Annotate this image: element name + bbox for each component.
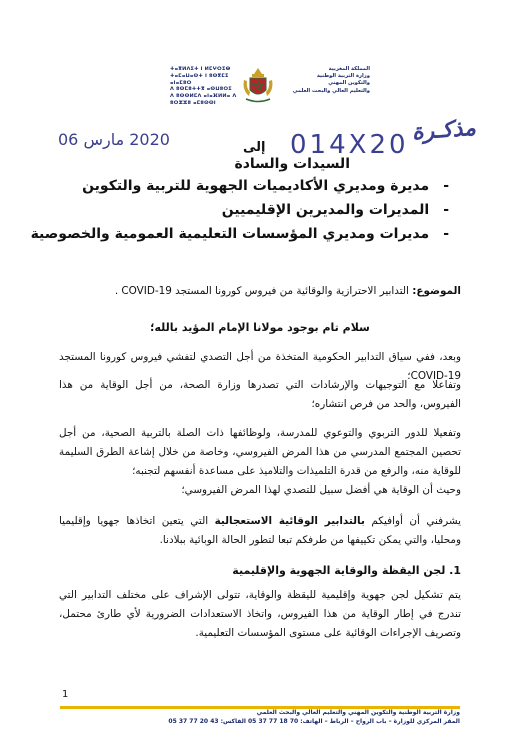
- to-label: إلى: [243, 140, 266, 155]
- header-ar-line: وزارة التربية الوطنية: [316, 73, 370, 80]
- p5-lead: يشرفني أن أوافيكم: [364, 515, 461, 527]
- recipient-text: مديرات ومديري المؤسسات التعليمية العمومية والخصوصية: [30, 226, 430, 242]
- header-tf-line: ⵜⴰⴳⵍⴷⵉⵜ ⵏ ⵍⵎⵖⵔⵉⴱ: [170, 66, 231, 72]
- recipient-text: مديرة ومديري الأكاديميات الجهوية للتربية والتكوين: [82, 178, 430, 194]
- header-tf-line: ⴷ ⵓⵙⵎⵓⵜⵜⴳ ⴰⵙⵡⵓⵔⵉ: [170, 86, 232, 93]
- ministry-header-tifinagh: [170, 66, 240, 107]
- p5-rest: التي يتعين اتخاذها جهويا وإقليميا ومحليا، والتي يمكن تكييفها من طرفكم تبعا لتطور الحالة الوبائية ببلادنا.: [59, 515, 461, 546]
- paragraph: وتفاعلا مع التوجيهات والإرشادات التي تصدرها وزارة الصحة، من أجل الوقاية من هذا الفيروس، والحد من فرص انتشاره؛: [59, 379, 461, 410]
- p5-bold: بالتدابير الوقائية الاستعجالية: [214, 515, 365, 527]
- memo-label: مذكـرة: [411, 115, 477, 146]
- recipient-text: المديرات والمديرين الإقليميين: [221, 202, 430, 218]
- paragraph: وبعد، ففي سياق التدابير الحكومية المتخذة من أجل التصدي لتفشي فيروس كورونا المستجد COVID-19؛: [59, 351, 461, 382]
- subject-text: التدابير الاحترازية والوقائية من فيروس كورونا المستجد COVID-19 .: [114, 285, 413, 297]
- header-tf-line: ⴷ ⵓⵙⵙⵍⵎⴷ ⴰⵏⴰⴼⵍⵍⴰ ⴷ ⵓⵔⵣⵣⵓ ⴰⵎⵓⵙⵙⵏ: [170, 93, 237, 106]
- subject-line: [59, 282, 461, 301]
- paragraph: وتفعيلا للدور التربوي والتوعوي للمدرسة، ولوظائفها ذات الصلة بالتربية الصحية، من أجل تحصين المجتمع المدرسي من هذا المرض الفيروسي، وخاصة من خلال إشاعة الطرق السليمة للوقاية منه، والرفع من قدرة التلميذات والتلاميذ على مساعدة أنفسهم لتجنبه؛: [59, 427, 461, 477]
- paragraph: [59, 512, 461, 550]
- memo-date: 2020 مارس 06: [58, 130, 170, 149]
- recipient-item: [29, 202, 449, 218]
- subject-label: الموضوع:: [412, 285, 461, 297]
- greeting: سلام تام بوجود مولانا الإمام المؤيد بالله؛: [150, 321, 370, 334]
- paragraph: يتم تشكيل لجن جهوية وإقليمية لليقظة والوقاية، تتولى الإشراف على مختلف التدابير التي تندرج في إطار الوقاية من هذا الفيروس، واتخاذ الاستعدادات الضرورية لأي طارئ محتمل، وتصريف الإجراءات الوقائية على مستوى المؤسسات التعليمية.: [59, 589, 461, 639]
- header-tf-line: ⵜⴰⵎⴰⵡⴰⵙⵜ ⵏ ⵓⵙⴳⵎⵉ ⴰⵏⴰⵎⵓⵔ: [170, 72, 229, 86]
- list-dash: -: [443, 226, 449, 242]
- recipients-title: السيدات والسادة: [234, 156, 350, 172]
- header-ar-line: المملكة المغربية: [328, 66, 370, 72]
- memo-number: 014X20: [290, 130, 409, 160]
- recipient-item: [29, 178, 449, 194]
- page-number: 1: [62, 689, 69, 700]
- recipient-item: [29, 226, 449, 242]
- ministry-header-arabic: [280, 66, 370, 95]
- section-heading: 1. لجن اليقظة والوقاية الجهوية والإقليمية: [232, 564, 461, 577]
- paragraph: وحيث أن الوقاية هي أفضل سبيل للتصدي لهذا المرض الفيروسي؛: [181, 484, 461, 496]
- coat-of-arms-icon: [240, 66, 276, 106]
- footer-line: وزارة التربية الوطنية والتكوين المهني والتعليم العالي والبحث العلمي: [256, 709, 460, 716]
- header-ar-line: والتعليم العالي والبحث العلمي: [292, 87, 370, 94]
- list-dash: -: [443, 178, 449, 194]
- footer-line: المقر المركزي للوزارة – باب الرواح – الرباط – الهاتف: 70 18 77 37 05 الفاكس: 43 20 77 37 05: [168, 718, 460, 725]
- list-dash: -: [443, 202, 449, 218]
- header-ar-line: والتكوين المهني: [328, 80, 370, 87]
